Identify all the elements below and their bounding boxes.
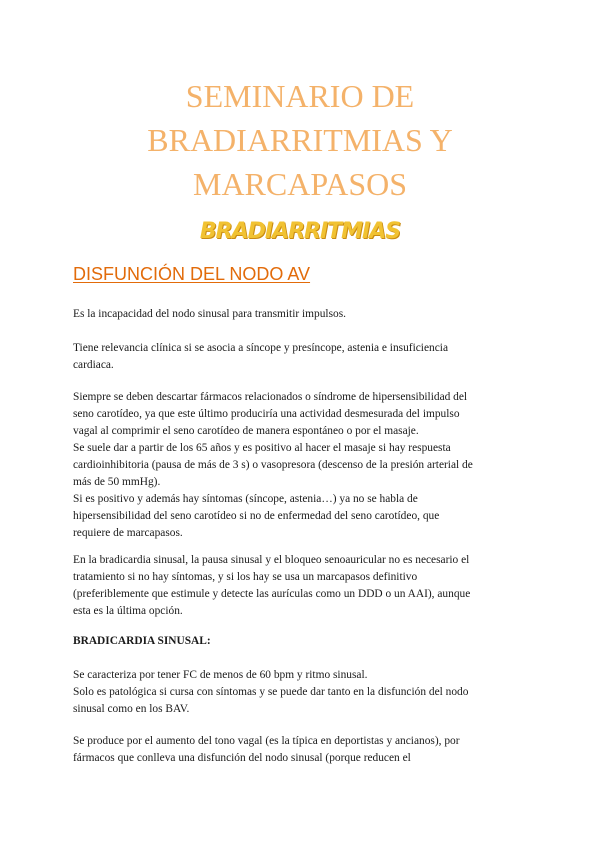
text-line: cardiaca. xyxy=(73,359,114,371)
text-line: fármacos que conlleva una disfunción del nodo sinusal (porque reducen el xyxy=(73,752,411,764)
paragraph xyxy=(73,733,533,767)
document-subtitle: BRADIARRITMIAS xyxy=(199,219,401,244)
text-line: Se suele dar a partir de los 65 años y es positivo al hacer el masaje si hay respuesta xyxy=(73,442,451,454)
title-line: SEMINARIO DE xyxy=(185,78,415,114)
document-title xyxy=(0,74,600,206)
paragraph xyxy=(73,552,533,620)
text-line: requiere de marcapasos. xyxy=(73,527,183,539)
paragraph xyxy=(73,306,533,323)
title-line: MARCAPASOS xyxy=(192,166,408,202)
text-line: Se caracteriza por tener FC de menos de 60 bpm y ritmo sinusal. xyxy=(73,669,368,681)
text-line: En la bradicardia sinusal, la pausa sinusal y el bloqueo senoauricular no es necesario el xyxy=(73,554,470,566)
text-line: Se produce por el aumento del tono vagal (es la típica en deportistas y ancianos), por xyxy=(73,735,460,747)
text-line: BRADICARDIA SINUSAL: xyxy=(73,635,211,647)
text-line: Tiene relevancia clínica si se asocia a síncope y presíncope, astenia e insuficiencia xyxy=(73,342,449,354)
text-line: vagal al comprimir el seno carotídeo de manera espontáneo o por el masaje. xyxy=(73,425,419,437)
title-line: BRADIARRITMIAS Y xyxy=(147,122,453,158)
text-line: cardioinhibitoria (pausa de más de 3 s) o vasopresora (descenso de la presión arterial de xyxy=(73,459,473,471)
paragraph xyxy=(73,667,533,718)
section-heading: DISFUNCIÓN DEL NODO AV xyxy=(73,264,311,284)
paragraph xyxy=(73,340,533,374)
text-line: más de 50 mmHg). xyxy=(73,476,161,488)
subsection-heading xyxy=(73,633,533,650)
text-line: Solo es patológica si cursa con síntomas y se puede dar tanto en la disfunción del nodo xyxy=(73,686,469,698)
text-line: seno carotídeo, ya que este último produciría una actividad desmesurada del impulso xyxy=(73,408,460,420)
text-line: Siempre se deben descartar fármacos relacionados o síndrome de hipersensibilidad del xyxy=(73,391,468,403)
text-line: esta es la última opción. xyxy=(73,605,183,617)
text-line: hipersensibilidad del seno carotídeo si no de enfermedad del seno carotídeo, que xyxy=(73,510,440,522)
text-line: sinusal como en los BAV. xyxy=(73,703,190,715)
text-line: Si es positivo y además hay síntomas (síncope, astenia…) ya no se habla de xyxy=(73,493,418,505)
paragraph xyxy=(73,389,533,542)
text-line: tratamiento si no hay síntomas, y si los hay se usa un marcapasos definitivo xyxy=(73,571,418,583)
text-line: (preferiblemente que estimule y detecte las aurículas como un DDD o un AAI), aunque xyxy=(73,588,471,600)
text-line: Es la incapacidad del nodo sinusal para transmitir impulsos. xyxy=(73,308,346,320)
